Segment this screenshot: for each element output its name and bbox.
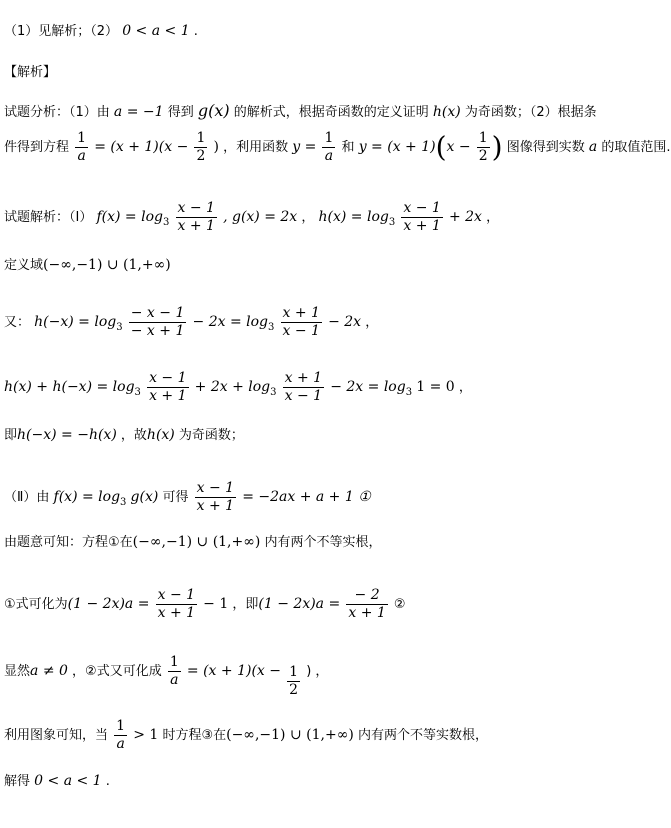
text: 图像得到实数 (506, 140, 585, 155)
gt-1: > 1 (133, 727, 159, 743)
fraction: $\frac{x - 1}{x + 1}$ (157, 587, 196, 621)
text: ，②式又可化成 (67, 664, 162, 679)
text: ， (365, 315, 379, 330)
text: ，故 (116, 428, 147, 443)
y-eq: y = (292, 139, 317, 155)
log-base: 3 (388, 217, 396, 228)
text: 的解析式，根据奇函数的定义证明 (233, 105, 429, 120)
h-def: h(x) = log (318, 209, 389, 225)
hx: h(x) (432, 104, 461, 120)
part2-line (4, 480, 371, 515)
fraction: $\frac{- 2}{x + 1}$ (348, 587, 386, 621)
x-minus: x − (446, 139, 471, 155)
h-neg-line (4, 305, 378, 340)
fraction-1-over-a: $\frac{1}{a}$ (169, 654, 179, 688)
text: 为奇函数； (174, 428, 244, 443)
text: 时方程③在 (158, 728, 227, 743)
minus-1: − 1 (203, 596, 229, 612)
fraction: $\frac{x - 1}{x + 1}$ (177, 200, 215, 234)
minus-2x-eq: − 2x = log (192, 314, 268, 330)
text: 得到 (167, 105, 198, 120)
sum-lhs: h(x) + h(−x) = log (4, 379, 135, 395)
plus-2x-log: + 2x + log (194, 379, 271, 395)
final-line (4, 772, 110, 791)
fraction-1-over-a: $\frac{1}{a}$ (324, 130, 334, 164)
text: . (105, 774, 110, 789)
fraction-1-over-a: $\frac{1}{a}$ (77, 130, 87, 164)
log-base: 3 (120, 497, 127, 508)
fraction: $\frac{x + 1}{x - 1}$ (284, 370, 323, 404)
minus-2x-eq-log: − 2x = log (330, 379, 406, 395)
text: 内有两个不等实根， (260, 535, 382, 550)
text: 又： (4, 315, 31, 330)
gx: g(x) (130, 489, 159, 505)
transform-1-line (4, 587, 406, 622)
paren-right: ) (491, 130, 503, 164)
domain: (−∞,−1) ∪ (1,+∞) (43, 257, 171, 273)
fraction-half: $\frac{1}{2}$ (196, 130, 206, 164)
log-base: 3 (268, 322, 275, 333)
text: 为奇函数；（2）根据条 (464, 105, 597, 120)
minus-2x: − 2x (328, 314, 362, 330)
fraction: $\frac{x - 1}{x + 1}$ (196, 480, 235, 514)
graph-line (4, 718, 488, 753)
plus-2x: + 2x (448, 209, 482, 225)
lhs: (1 − 2x)a = (67, 596, 150, 612)
a-eq: a = −1 (113, 104, 164, 120)
eq1-rhs: = −2ax + a + 1 ① (242, 489, 371, 505)
fraction: $\frac{x - 1}{x + 1}$ (149, 370, 187, 404)
text: 利用图象可知，当 (4, 728, 109, 743)
fraction: $\frac{x + 1}{x - 1}$ (282, 305, 320, 339)
f-def: f(x) = log (96, 209, 163, 225)
text: 的取值范围. (601, 140, 671, 155)
log-base: 3 (162, 217, 170, 228)
log-base: 3 (270, 387, 277, 398)
f-eq-log: f(x) = log (53, 489, 121, 505)
g-def: , g(x) = 2x (223, 209, 298, 225)
domain: (−∞,−1) ∪ (1,+∞) (132, 534, 261, 550)
paren: ) (213, 139, 219, 155)
answer-math: 0 < a < 1 (122, 23, 190, 39)
analysis-line-1 (4, 102, 597, 122)
text: （Ⅱ）由 (4, 490, 54, 505)
text: 由题意可知：方程①在 (4, 535, 133, 550)
a-var: a (588, 139, 598, 155)
text: ，即 (228, 597, 259, 612)
text: ，利用函数 (223, 140, 293, 155)
solution-label: 试题解析：（Ⅰ） (4, 210, 93, 225)
analysis-label: 试题分析：（1）由 (4, 105, 110, 120)
answer-end: . (193, 24, 198, 39)
text: ， (486, 210, 500, 225)
fraction-half: $\frac{1}{2}$ (289, 664, 299, 698)
text: ， (301, 210, 315, 225)
solution-line-1 (4, 200, 499, 235)
analysis-line-2 (4, 130, 671, 165)
hx: h(x) (146, 427, 175, 443)
h-neg: h(−x) = log (34, 314, 117, 330)
paren-left: ( (435, 130, 447, 164)
text: ② (393, 597, 406, 612)
odd-eq: h(−x) = −h(x) (17, 427, 117, 443)
log-base: 3 (134, 387, 141, 398)
log-base: 3 (116, 322, 123, 333)
answer-line (4, 22, 198, 41)
rhs: = (x + 1)(x − (186, 663, 281, 679)
text: 显然 (4, 664, 31, 679)
text: 解得 (4, 774, 31, 789)
a-ne-0: a ≠ 0 (30, 663, 68, 679)
section-heading: 【解析】 (4, 65, 57, 80)
final-answer: 0 < a < 1 (34, 773, 102, 789)
fraction-half: $\frac{1}{2}$ (478, 130, 488, 164)
log-value: 1 = 0 (416, 379, 455, 395)
transform-2-line (4, 654, 329, 698)
text: 件得到方程 (4, 140, 70, 155)
text: ) ， (306, 664, 329, 679)
text: ①式可化为 (4, 597, 68, 612)
answer-text: （1）见解析；（2） (4, 24, 119, 39)
text: 即 (4, 428, 18, 443)
log-base: 3 (405, 387, 413, 398)
text: 和 (341, 140, 359, 155)
domain-label: 定义域 (4, 258, 44, 273)
lhs: (1 − 2x)a = (258, 596, 341, 612)
fraction: $\frac{x - 1}{x + 1}$ (403, 200, 441, 234)
fraction-1-over-a: $\frac{1}{a}$ (116, 718, 126, 752)
gx: g(x) (197, 101, 230, 120)
domain: (−∞,−1) ∪ (1,+∞) (226, 727, 354, 743)
odd-line (4, 426, 244, 445)
domain-line (4, 256, 171, 275)
text: 可得 (162, 490, 193, 505)
sum-line (4, 370, 472, 405)
condition-line (4, 533, 382, 552)
fraction: $\frac{- x - 1}{- x + 1}$ (130, 305, 185, 339)
text: 内有两个不等实数根， (353, 728, 488, 743)
eq-rhs: = (x + 1)(x − (94, 139, 189, 155)
y2-eq: y = (x + 1) (358, 139, 436, 155)
text: ， (458, 380, 472, 395)
